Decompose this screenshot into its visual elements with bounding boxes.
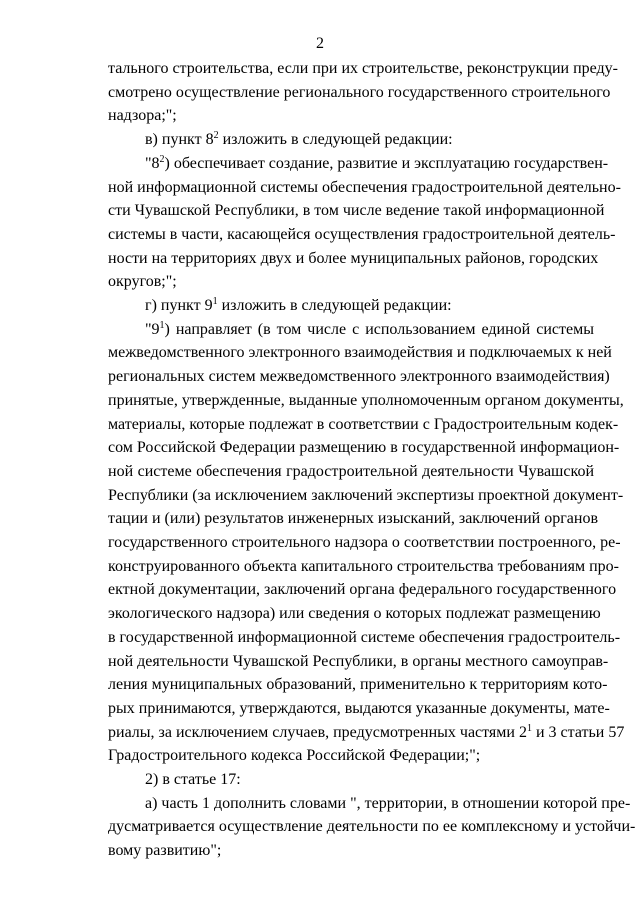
superscript: 2	[159, 153, 165, 165]
line-text: "8	[145, 154, 160, 172]
line-text-continuation: и 3 статьи 57	[531, 723, 625, 741]
text-line	[108, 532, 621, 553]
text-line	[108, 58, 619, 79]
text-line	[108, 414, 619, 435]
line-text: г) пункт 9	[145, 297, 213, 314]
text-line	[145, 793, 631, 814]
text-line	[108, 722, 625, 743]
line-text: конструированного объекта капитального строительства требованиям про-	[108, 557, 619, 575]
text-line	[108, 105, 594, 126]
text-line	[145, 129, 594, 150]
page-number: 2	[316, 35, 324, 52]
line-text: округов;";	[108, 273, 177, 291]
line-text-continuation: ) обеспечивает создание, развитие и эксплуатацию государствен-	[164, 154, 609, 172]
superscript: 1	[159, 319, 165, 331]
line-text: 2) в статье 17:	[145, 771, 241, 788]
text-line	[108, 461, 594, 482]
text-line	[108, 556, 619, 577]
text-line	[108, 674, 608, 695]
line-text: межведомственного электронного взаимодействия и подключаемых к ней	[108, 344, 612, 362]
text-line	[145, 769, 594, 790]
text-line	[108, 840, 594, 861]
line-text: сом Российской Федерации размещению в государственной информацион-	[108, 439, 620, 457]
text-line	[108, 816, 636, 837]
text-line	[145, 153, 609, 174]
text-line	[108, 651, 609, 672]
line-text: Республики (за исключением заключений экспертизы проектной документ-	[108, 486, 624, 504]
line-text: принятые, утвержденные, выданные уполномоченным органом документы,	[108, 391, 624, 409]
line-text: ления муниципальных образований, применительно к территориям кото-	[108, 676, 608, 694]
line-text: ности на территориях двух и более муниципальных районов, городских	[108, 249, 599, 267]
superscript: 2	[213, 130, 219, 142]
text-line	[108, 627, 621, 648]
line-text: системы в части, касающейся осуществления градостроительной деятель-	[108, 225, 616, 243]
text-line	[108, 271, 594, 292]
text-line	[108, 82, 611, 103]
line-text: надзора;";	[108, 107, 177, 125]
line-text: "9	[145, 320, 160, 338]
line-text: а) часть 1 дополнить словами ", территории, в отношении которой пре-	[145, 794, 631, 812]
line-text: материалы, которые подлежат в соответствии с Градостроительным кодек-	[108, 415, 619, 433]
line-text: ной информационной системы обеспечения градостроительной деятельно-	[108, 178, 621, 196]
line-text-continuation: изложить в следующей редакции:	[218, 131, 453, 149]
superscript: 1	[526, 722, 532, 734]
text-line	[108, 248, 599, 269]
line-text: тального строительства, если при их строительстве, реконструкции преду-	[108, 60, 619, 77]
text-line	[108, 745, 594, 766]
line-text: экологического надзора) или сведения о которых подлежат размещению	[108, 605, 601, 623]
line-text: ной деятельности Чувашской Республики, в органы местного самоуправ-	[108, 652, 609, 670]
text-line	[108, 603, 601, 624]
text-line	[108, 177, 621, 198]
line-text: рых принимаются, утверждаются, выдаются указанные документы, мате-	[108, 699, 610, 717]
line-text-continuation: изложить в следующей редакции:	[217, 297, 452, 314]
text-line	[108, 224, 616, 245]
line-text: дусматривается осуществление деятельности по ее комплексному и устойчи-	[108, 818, 636, 836]
text-line	[108, 437, 620, 458]
text-line	[108, 698, 610, 719]
line-text: в государственной информационной системе обеспечения градостроитель-	[108, 628, 621, 646]
text-line	[108, 579, 617, 600]
line-text: тации и (или) результатов инженерных изысканий, заключений органов	[108, 510, 599, 528]
text-line	[145, 295, 594, 316]
line-text: риалы, за исключением случаев, предусмотренных частями 2	[108, 723, 527, 741]
line-text: вому развитию";	[108, 842, 222, 860]
line-text: региональных систем межведомственного электронного взаимодействия)	[108, 368, 610, 386]
line-text: ектной документации, заключений органа федерального государственного	[108, 581, 617, 599]
text-line	[108, 200, 605, 221]
line-text: смотрено осуществление регионального государственного строительного	[108, 83, 611, 101]
line-text: сти Чувашской Республики, в том числе ведение такой информационной	[108, 202, 605, 220]
text-line	[145, 319, 594, 340]
text-line	[108, 390, 624, 411]
text-line	[108, 508, 599, 529]
line-text: государственного строительного надзора о соответствии построенного, ре-	[108, 534, 621, 551]
line-text: в) пункт 8	[145, 131, 214, 149]
line-text: Градостроительного кодекса Российской Федерации;";	[108, 747, 481, 765]
text-line	[108, 485, 624, 506]
text-line	[108, 366, 610, 387]
text-line	[108, 342, 612, 363]
line-text-continuation: ) направляет (в том числе с использованием единой системы	[164, 320, 594, 338]
line-text: ной системе обеспечения градостроительной деятельности Чувашской	[108, 462, 594, 480]
superscript: 1	[212, 296, 218, 307]
